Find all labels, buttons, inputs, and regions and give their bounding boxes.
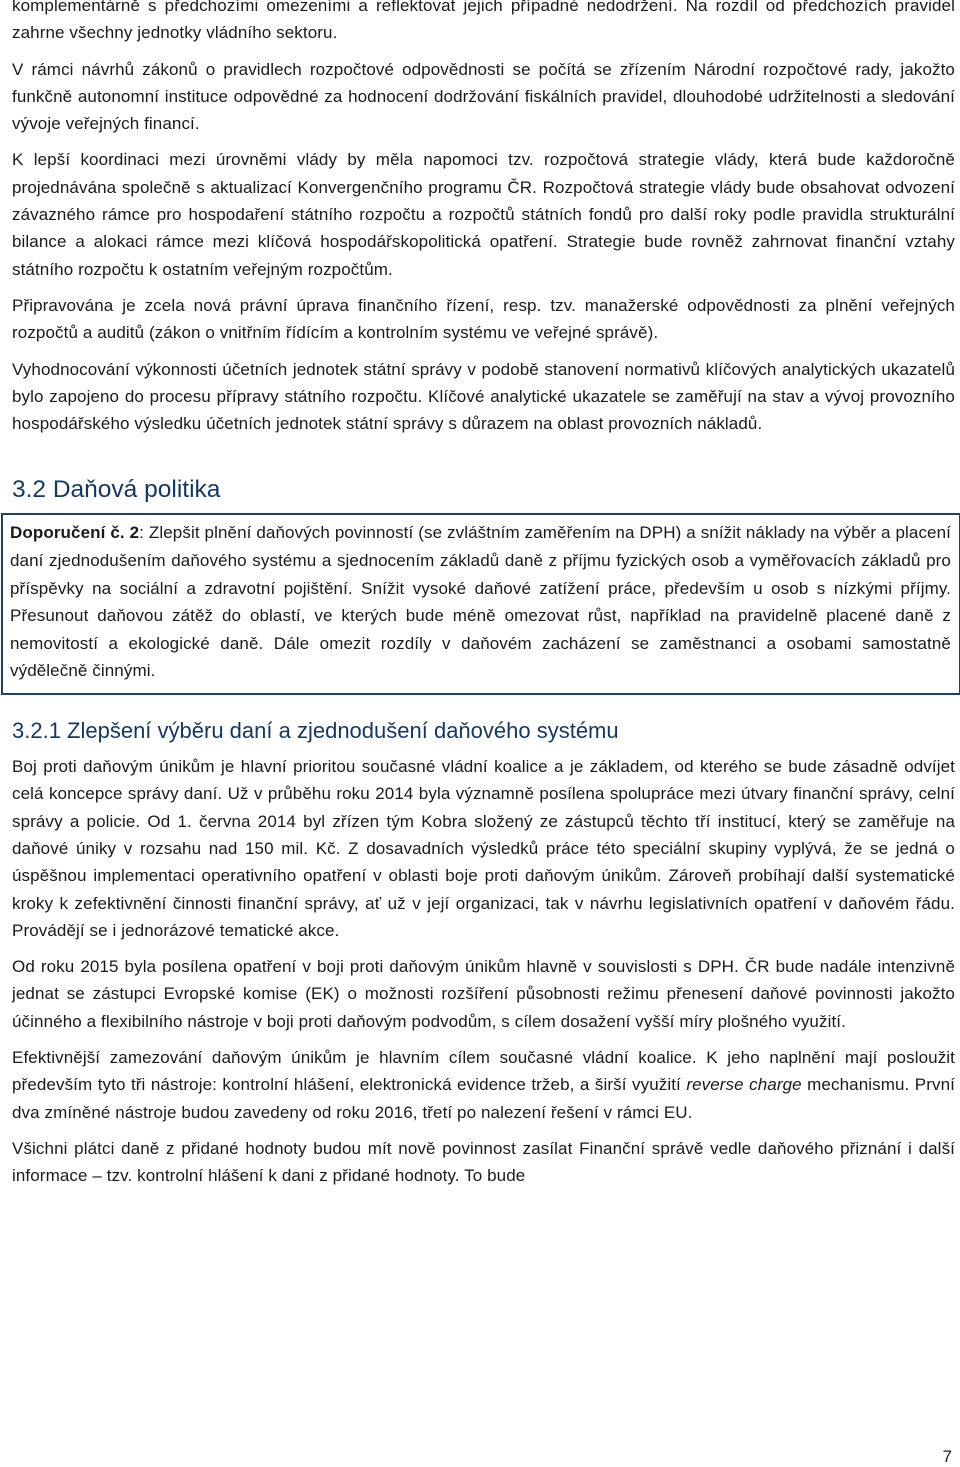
recommendation-box (1, 513, 960, 695)
recommendation-body: Zlepšit plnění daňových povinností (se zvláštním zaměřením na DPH) a snížit náklady na výběr a placení daní zjednodušením daňového systému a sjednocením základů daně z příjmu fyzických osob a vyměřovacích základů pro příspěvky na sociální a zdravotní pojištění. Snížit vysoké daňové zatížení práce, především u osob s nízkými příjmy. Přesunout daňovou zátěž do oblastí, ve kterých bude méně omezovat růst, například na pravidelně placené daně z nemovitostí a ekologické daně. Dále omezit rozdíly v daňovém zacházení se zaměstnanci a osobami samostatně výdělečně činnými. (10, 523, 951, 681)
document-page (12, 0, 955, 1189)
paragraph-tax-evasion: Boj proti daňovým únikům je hlavní prioritou současné vládní koalice a je základem, od kterého se bude zásadně odvíjet celá koncepce správy daní. Už v průběhu roku 2014 byla významně posílena spolupráce mezi útvary finanční správy, celní správy a policie. Od 1. června 2014 byl zřízen tým Kobra složený ze zástupců těchto tří institucí, který se zaměřuje na daňové úniky v rozsahu nad 150 mil. Kč. Z dosavadních výsledků práce této speciální skupiny vyplývá, že se jedná o úspěšnou implementaci operativního opatření v oblasti boje proti daňovým únikům. Zároveň probíhají další systematické kroky k zefektivnění činnosti finanční správy, ať už v její organizaci, tak v návrhu legislativních opatření v daňovém řádu. Provádějí se i jednorázové tematické akce. (12, 757, 955, 940)
paragraph-budget-council: V rámci návrhů zákonů o pravidlech rozpočtové odpovědnosti se počítá se zřízením Národní rozpočtové rady, jakožto funkčně autonomní instituce odpovědné za hodnocení dodržování fiskálních pravidel, dlouhodobé udržitelnosti a sledování vývoje veřejných financí. (12, 59, 955, 134)
paragraph-vat-measures: Od roku 2015 byla posílena opatření v boji proti daňovým únikům hlavně v souvislosti s DPH. ČR bude nadále intenzivně jednat se zástupci Evropské komise (EK) o možnosti rozšíření působnosti režimu přenesení daňové povinnosti jakožto účinného a flexibilního nástroje v boji proti daňovým podvodům, s cílem dosažení vyšší míry plošného využití. (12, 957, 955, 1031)
paragraph-financial-management: Připravována je zcela nová právní úprava finančního řízení, resp. tzv. manažerské odpovědnosti za plnění veřejných rozpočtů a auditů (zákon o vnitřním řídícím a kontrolním systému ve veřejné správě). (12, 295, 955, 343)
section-heading: 3.2 Daňová politika (12, 476, 221, 504)
paragraph-reverse-charge (12, 1044, 955, 1126)
reverse-charge-text-after: mechanismu. První dva zmíněné nástroje budou zavedeny od roku 2016, třetí po nalezení řešení v rámci EU. (12, 1075, 955, 1122)
paragraph-performance-evaluation: Vyhodnocování výkonnosti účetních jednotek státní správy v podobě stanovení normativů klíčových analytických ukazatelů bylo zapojeno do procesu přípravy státního rozpočtu. Klíčové analytické ukazatele se zaměřují na stav a vývoj provozního hospodářského výsledku účetních jednotek státní správy s důrazem na oblast provozních nákladů. (12, 359, 955, 434)
recommendation-label: Doporučení č. 2 (10, 523, 140, 543)
reverse-charge-term: reverse charge (686, 1075, 802, 1095)
subsection-heading: 3.2.1 Zlepšení výběru daní a zjednodušení daňového systému (12, 718, 619, 744)
paragraph-control-statement: Všichni plátci daně z přidané hodnoty budou mít nově povinnost zasílat Finanční správě vedle daňového přiznání i další informace – tzv. kontrolní hlášení k dani z přidané hodnoty. To bude (12, 1138, 955, 1186)
reverse-charge-text-before: Efektivnější zamezování daňovým únikům je hlavním cílem současné vládní koalice. K jeho naplnění mají posloužit především tyto tři nástroje: kontrolní hlášení, elektronická evidence tržeb, a širší využití (12, 1047, 955, 1095)
paragraph-continuation: komplementárně s předchozími omezeními a reflektovat jejich případné nedodržení. Na rozdíl od předchozích pravidel zahrne všechny jednotky vládního sektoru. (12, 0, 955, 43)
paragraph-budget-strategy: K lepší koordinaci mezi úrovněmi vlády by měla napomoci tzv. rozpočtová strategie vlády, která bude každoročně projednávána společně s aktualizací Konvergenčního programu ČR. Rozpočtová strategie vlády bude obsahovat odvození závazného rámce pro hospodaření státního rozpočtu a rozpočtů státních fondů pro další roky podle pravidla strukturální bilance a alokaci rámce mezi klíčová hospodářskopolitická opatření. Strategie bude rovněž zahrnovat finanční vztahy státního rozpočtu k ostatním veřejným rozpočtům. (12, 150, 955, 279)
recommendation-separator: : (139, 523, 149, 543)
page-number: 7 (942, 1447, 952, 1466)
recommendation-text (10, 519, 951, 685)
